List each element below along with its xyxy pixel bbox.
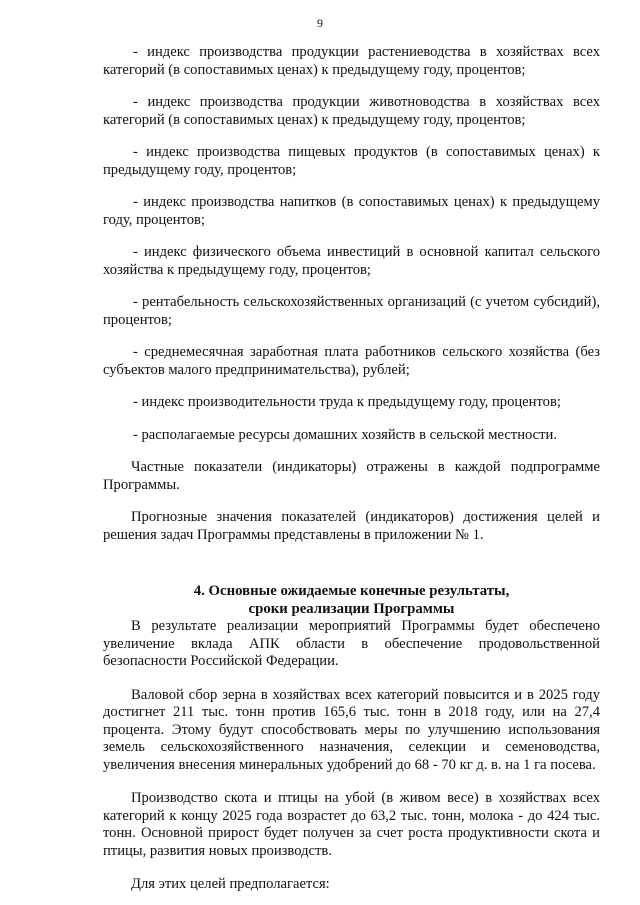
page-number: 9 [317, 16, 323, 30]
bullet-item: - индекс производства продукции животноводства в хозяйствах всех категорий (в сопоставимых ценах) к предыдущему году, процентов; [103, 94, 600, 128]
bullet-item: - индекс производительности труда к предыдущему году, процентов; [133, 394, 561, 410]
body-paragraph: Прогнозные значения показателей (индикаторов) достижения целей и решения задач Программы представлены в приложении № 1. [103, 509, 600, 543]
body-paragraph: В результате реализации мероприятий Программы будет обеспечено увеличение вклада АПК области в обеспечение продовольственной безопасности Российской Федерации. [103, 618, 600, 669]
body-paragraph: Частные показатели (индикаторы) отражены в каждой подпрограмме Программы. [103, 459, 600, 493]
section-heading-line: сроки реализации Программы [248, 601, 455, 617]
bullet-item: - рентабельность сельскохозяйственных организаций (с учетом субсидий), процентов; [103, 294, 600, 328]
bullet-item: - среднемесячная заработная плата работников сельского хозяйства (без субъектов малого предпринимательства), рублей; [103, 344, 600, 378]
body-paragraph: Валовой сбор зерна в хозяйствах всех категорий повысится и в 2025 году достигнет 211 тыс. тонн против 165,6 тыс. тонн в 2018 году, или на 27,4 процента. Этому будут способствовать меры по улучшению использования земель сельскохозяйственного назначения, селекции и семеноводства, увеличения внесения минеральных удобрений до 68 - 70 кг д. в. на 1 га посева. [103, 686, 600, 773]
document-body [103, 44, 600, 894]
bullet-item: - индекс физического объема инвестиций в основной капитал сельского хозяйства к предыдущему году, процентов; [103, 244, 600, 278]
bullet-item: - индекс производства напитков (в сопоставимых ценах) к предыдущему году, процентов; [103, 194, 600, 228]
body-paragraph: Для этих целей предполагается: [131, 876, 330, 892]
body-paragraph: Производство скота и птицы на убой (в живом весе) в хозяйствах всех категорий к концу 2025 года возрастет до 63,2 тыс. тонн, молока - до 424 тыс. тонн. Основной прирост будет получен за счет роста продуктивности скота и птицы, развития новых производств. [103, 790, 600, 859]
section-heading-line: 4. Основные ожидаемые конечные результаты, [193, 583, 510, 599]
bullet-item: - располагаемые ресурсы домашних хозяйств в сельской местности. [133, 426, 557, 443]
bullet-item: - индекс производства продукции растениеводства в хозяйствах всех категорий (в сопоставимых ценах) к предыдущему году, процентов; [103, 44, 600, 78]
section-heading [103, 582, 600, 618]
bullet-item: - индекс производства пищевых продуктов (в сопоставимых ценах) к предыдущему году, процентов; [103, 144, 600, 178]
